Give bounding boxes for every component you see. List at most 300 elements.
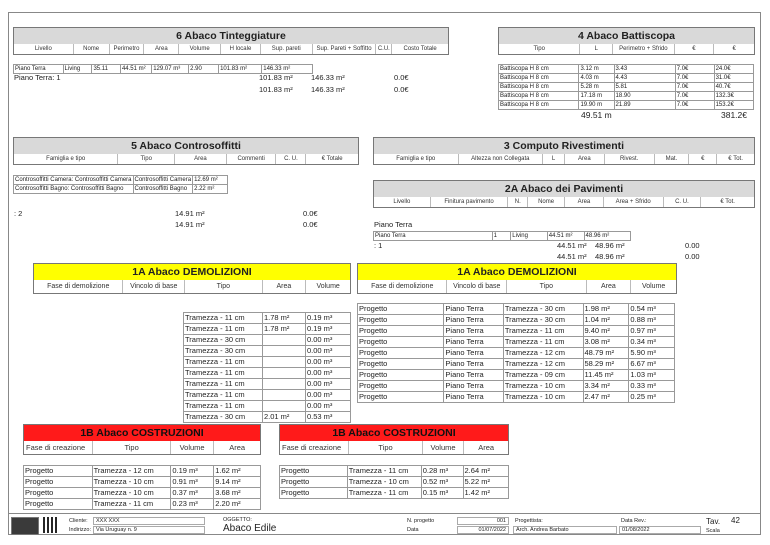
dem2-h-volume: Volume [641, 283, 666, 290]
table-cell: 9.40 m² [583, 326, 629, 337]
contro-h-totale: € Totale [321, 156, 343, 162]
data-label: Data [407, 527, 419, 533]
table-cell: Progetto [358, 381, 444, 392]
dem1-h-fase: Fase di demolizione [34, 280, 123, 293]
table-row [14, 185, 228, 194]
tint-group-label: Piano Terra: 1 [14, 73, 61, 82]
table-row [358, 326, 675, 337]
table-cell: 7.0€ [675, 74, 714, 83]
table-cell: Battiscopa H 8 cm [499, 74, 579, 83]
table-cell: 1.42 m² [463, 488, 508, 499]
table-cell: 0.00 m³ [306, 390, 351, 401]
table-cell: 3.68 m² [214, 488, 261, 499]
table-cell: 7.0€ [675, 83, 714, 92]
batt-h-perimetro: Perimetro + Sfrido [613, 44, 675, 54]
table-cell: Tramezza - 10 cm [347, 477, 421, 488]
table-cell: 19.90 m [579, 101, 614, 110]
table-cell: Living [511, 232, 548, 241]
table-cell: Tramezza - 11 cm [184, 368, 263, 379]
dem2-h-area: Area [587, 280, 632, 293]
table-cell: Battiscopa H 8 cm [499, 92, 579, 101]
table-cell: 0.19 m³ [306, 313, 351, 324]
table-cell: 18.90 [614, 92, 675, 101]
table-cell: 44.51 m² [547, 232, 584, 241]
table-row [358, 304, 675, 315]
table-cell: 0.00 m³ [306, 368, 351, 379]
data-value: 01/07/2022 [457, 526, 509, 534]
cos2-title: 1B Abaco COSTRUZIONI [279, 424, 509, 443]
table-cell: 2.20 m² [214, 499, 261, 510]
table-cell: 21.89 [614, 101, 675, 110]
contro-h-famiglia: Famiglia e tipo [14, 154, 118, 164]
dem2-title: 1A Abaco DEMOLIZIONI [357, 263, 677, 282]
batt-title: 4 Abaco Battiscopa [498, 27, 755, 46]
contro-table [13, 175, 228, 194]
tint-h-livello: Livello [14, 44, 74, 54]
cos1-header [23, 441, 261, 455]
table-row [280, 466, 509, 477]
contro-h-tipo: Tipo [118, 154, 175, 164]
table-cell: Tramezza - 30 cm [184, 335, 263, 346]
table-cell: 17.18 m [579, 92, 614, 101]
table-cell: 0.33 m³ [629, 381, 675, 392]
cos1-h-fase: Fase di creazione [24, 441, 93, 454]
table-cell: 129.07 m³ [152, 65, 189, 74]
contro-h-cu: C. U. [276, 154, 306, 164]
batt-h-eur2: € [732, 46, 736, 52]
cos1-table [23, 465, 261, 510]
indirizzo-label: Indirizzo: [69, 527, 92, 533]
progettista-value: Arch. Andrea Barbato [513, 526, 617, 534]
batt-total-l: 49.51 m [581, 110, 612, 120]
contro-h-commenti: Commenti [227, 154, 277, 164]
table-cell: Tramezza - 10 cm [503, 381, 583, 392]
company-logo [11, 517, 39, 535]
table-cell: Progetto [280, 488, 348, 499]
riv-h-eur: € [689, 154, 717, 164]
table-cell: 0.15 m³ [421, 488, 463, 499]
dem1-h-tipo: Tipo [185, 280, 263, 293]
table-cell: Piano Terra [444, 370, 503, 381]
batt-h-l: L [580, 44, 613, 54]
nprog-label: N. progetto [407, 518, 435, 524]
table-cell: 1.78 m² [263, 313, 306, 324]
table-row [280, 488, 509, 499]
pav-sub2-tot: 0.00 [685, 252, 700, 261]
table-cell: 0.00 m³ [306, 346, 351, 357]
tint-h-area: Area [144, 44, 179, 54]
table-cell: Tramezza - 10 cm [92, 477, 171, 488]
table-cell [263, 335, 306, 346]
table-cell: 48.79 m² [583, 348, 629, 359]
table-cell: 2.90 [189, 65, 219, 74]
pav-header [373, 197, 755, 208]
table-cell: 3.34 m² [583, 381, 629, 392]
table-row [499, 83, 754, 92]
table-cell: Piano Terra [444, 304, 503, 315]
table-cell: Progetto [280, 477, 348, 488]
table-cell: 5.22 m² [463, 477, 508, 488]
table-cell: 12.69 m² [193, 176, 228, 185]
cos1-title: 1B Abaco COSTRUZIONI [23, 424, 261, 443]
batt-table [498, 64, 754, 110]
table-cell: 0.25 m³ [629, 392, 675, 403]
cliente-label: Cliente: [69, 518, 88, 524]
table-cell: Progetto [358, 370, 444, 381]
pav-h-nome: Nome [528, 197, 565, 207]
riv-h-mat: Mat. [655, 154, 690, 164]
table-cell: 0.00 m³ [306, 401, 351, 412]
table-cell: 40.7€ [714, 83, 753, 92]
table-row [184, 335, 351, 346]
riv-title: 3 Computo Rivestimenti [373, 137, 755, 156]
table-cell: 5.28 m [579, 83, 614, 92]
table-cell: 0.00 m³ [306, 379, 351, 390]
pav-count: : 1 [374, 241, 383, 250]
riv-h-l: L [543, 154, 565, 164]
table-cell: Piano Terra [444, 326, 503, 337]
table-cell: 0.37 m³ [171, 488, 214, 499]
pav-sub1-tot: 0.00 [685, 241, 700, 250]
tint-title: 6 Abaco Tinteggiature [13, 27, 449, 46]
contro-sub1-area: 14.91 m² [175, 209, 205, 218]
table-cell [263, 379, 306, 390]
riv-h-rivest: Rivest. [605, 154, 655, 164]
drawing-sheet [8, 12, 761, 535]
riv-h-area: Area [565, 154, 605, 164]
table-cell: 5.90 m³ [629, 348, 675, 359]
table-cell: 24.0€ [714, 65, 753, 74]
table-cell: 3.43 [614, 65, 675, 74]
cos2-h-volume: Volume [423, 441, 465, 454]
dem2-header [357, 280, 677, 294]
dem1-h-vincolo: Vincolo di base [123, 280, 185, 293]
cos2-header [279, 441, 509, 455]
qr-code-icon [43, 517, 59, 533]
table-cell: 2.22 m² [193, 185, 228, 194]
contro-count: : 2 [14, 209, 23, 218]
table-cell: Progetto [24, 477, 93, 488]
batt-total-eur: 381.2€ [721, 110, 747, 120]
table-cell [263, 401, 306, 412]
table-row [280, 477, 509, 488]
table-cell: Progetto [358, 392, 444, 403]
table-cell: Piano Terra [374, 232, 493, 241]
table-row [184, 390, 351, 401]
table-cell: 9.14 m² [214, 477, 261, 488]
cos2-table [279, 465, 509, 499]
table-row [358, 370, 675, 381]
contro-sub2-eur: 0.0€ [303, 220, 318, 229]
pav-h-area-sfrido: Area + Sfrido [604, 197, 664, 207]
pav-h-livello: Livello [374, 197, 431, 207]
tint-sub1-soffitto: 146.33 m² [311, 73, 345, 82]
dem2-h-fase: Fase di demolizione [358, 280, 447, 293]
table-cell: Tramezza - 11 cm [503, 337, 583, 348]
table-cell: Progetto [358, 337, 444, 348]
dem2-h-vincolo: Vincolo di base [447, 280, 507, 293]
table-row [184, 324, 351, 335]
table-cell: Controsoffitti Bagno [133, 185, 193, 194]
table-cell: Progetto [358, 304, 444, 315]
table-cell: 0.88 m³ [629, 315, 675, 326]
contro-sub2-area: 14.91 m² [175, 220, 205, 229]
table-cell: 3.12 m [579, 65, 614, 74]
table-cell: Tramezza - 11 cm [184, 401, 263, 412]
table-cell: 2.64 m² [463, 466, 508, 477]
table-cell: 1.98 m² [583, 304, 629, 315]
table-cell: 0.19 m³ [171, 466, 214, 477]
table-cell: Progetto [358, 326, 444, 337]
table-cell: 0.91 m³ [171, 477, 214, 488]
table-cell: Living [63, 65, 92, 74]
table-row [358, 359, 675, 370]
tint-h-costo: Costo Totale [403, 46, 437, 52]
tint-sub1-costo: 0.0€ [394, 73, 409, 82]
cos2-h-area: Area [478, 443, 495, 452]
table-cell: Tramezza - 30 cm [184, 346, 263, 357]
table-row [24, 477, 261, 488]
tint-h-nome: Nome [74, 44, 110, 54]
table-cell: Tramezza - 12 cm [503, 359, 583, 370]
table-row [358, 337, 675, 348]
table-cell: Controsoffitti Camera [134, 177, 192, 183]
dem1-title: 1A Abaco DEMOLIZIONI [33, 263, 351, 282]
table-cell: Progetto [358, 348, 444, 359]
table-cell [263, 368, 306, 379]
table-cell: 4.03 m [579, 74, 614, 83]
table-row [499, 101, 754, 110]
cos1-h-volume: Volume [171, 441, 215, 454]
table-cell: Piano Terra [444, 392, 503, 403]
table-cell: Battiscopa H 8 cm [499, 65, 579, 74]
table-cell: 11.45 m² [583, 370, 629, 381]
pav-h-n: N. [508, 197, 528, 207]
table-cell: 0.34 m³ [629, 337, 675, 348]
table-cell: Piano Terra [444, 315, 503, 326]
tint-sub2-soffitto: 146.33 m² [311, 85, 345, 94]
table-row [358, 315, 675, 326]
table-cell: Tramezza - 11 cm [92, 499, 171, 510]
table-cell: 2.47 m² [583, 392, 629, 403]
cos2-h-fase: Fase di creazione [280, 441, 349, 454]
table-cell: 0.19 m³ [306, 324, 351, 335]
tint-h-sup-soffitto: Sup. Pareti + Soffitto [313, 44, 377, 54]
table-row [184, 346, 351, 357]
table-cell: Tramezza - 12 cm [92, 466, 171, 477]
table-cell: 1.03 m³ [629, 370, 675, 381]
tint-h-hlocale: H locale [221, 44, 261, 54]
table-cell: Tramezza - 12 cm [503, 348, 583, 359]
pav-group: Piano Terra [374, 220, 413, 229]
table-cell: 0.53 m³ [306, 412, 351, 423]
table-row [24, 488, 261, 499]
contro-title: 5 Abaco Controsoffitti [13, 137, 359, 156]
table-cell: 101.83 m² [219, 65, 262, 74]
title-block [9, 513, 760, 536]
table-cell: 44.51 m² [120, 65, 151, 74]
table-cell: 0.00 m³ [306, 335, 351, 346]
indirizzo-value: Via Uruguay n. 9 [93, 526, 205, 534]
dem1-header [33, 280, 351, 294]
pav-h-finitura: Finitura pavimento [431, 197, 509, 207]
table-cell: Tramezza - 30 cm [184, 412, 263, 423]
table-cell: 6.67 m³ [629, 359, 675, 370]
table-cell: 132.3€ [714, 92, 753, 101]
table-row [184, 313, 351, 324]
table-cell: 0.52 m³ [421, 477, 463, 488]
table-cell: Progetto [358, 359, 444, 370]
table-row [184, 401, 351, 412]
contro-header [13, 154, 359, 165]
table-row [374, 232, 631, 241]
scala-label: Scala [706, 528, 720, 534]
rev-label: Data Rev.: [621, 518, 647, 524]
table-row [24, 499, 261, 510]
table-cell: Piano Terra [444, 381, 503, 392]
tint-h-perimetro: Perimetro [110, 44, 145, 54]
table-cell: Piano Terra [444, 337, 503, 348]
tint-h-sup-pareti: Sup. pareti [261, 44, 313, 54]
table-cell [263, 346, 306, 357]
pav-h-area: Area [565, 197, 604, 207]
table-cell: Tramezza - 30 cm [503, 304, 583, 315]
dem2-table [357, 303, 675, 403]
table-cell: Tramezza - 11 cm [503, 326, 583, 337]
tav-value: 42 [731, 516, 740, 525]
table-cell: 0.54 m³ [629, 304, 675, 315]
pav-table [373, 231, 631, 241]
nprog-value: 001 [457, 517, 509, 525]
table-cell: Progetto [24, 499, 93, 510]
batt-header [498, 44, 755, 55]
contro-h-area: Area [175, 154, 227, 164]
table-cell: Tramezza - 11 cm [184, 324, 263, 335]
table-cell: 1.78 m² [263, 324, 306, 335]
table-cell: Tramezza - 10 cm [503, 392, 583, 403]
table-cell: Piano Terra [14, 65, 64, 74]
table-row [499, 74, 754, 83]
dem1-h-area: Area [263, 280, 307, 293]
table-cell: 48.96 m² [584, 232, 630, 241]
table-cell: Tramezza - 10 cm [92, 488, 171, 499]
table-cell: 31.0€ [714, 74, 753, 83]
table-cell: Tramezza - 11 cm [184, 379, 263, 390]
cos1-h-area: Area [229, 443, 246, 452]
table-cell: 2.01 m² [263, 412, 306, 423]
table-cell [263, 357, 306, 368]
table-row [184, 412, 351, 423]
table-cell: Battiscopa H 8 cm [499, 83, 579, 92]
table-row [358, 381, 675, 392]
table-cell: Tramezza - 11 cm [184, 390, 263, 401]
table-cell: Tramezza - 09 cm [503, 370, 583, 381]
table-row [24, 466, 261, 477]
table-cell: 146.33 m² [262, 65, 313, 74]
table-cell: 0.97 m³ [629, 326, 675, 337]
table-cell [263, 390, 306, 401]
pav-sub1-area: 44.51 m² [557, 241, 587, 250]
tint-h-cu: C.U. [376, 44, 392, 54]
contro-sub1-eur: 0.0€ [303, 209, 318, 218]
cliente-value: XXX XXX [93, 517, 205, 525]
tint-header [13, 44, 449, 55]
table-cell: 7.0€ [675, 101, 714, 110]
table-cell: 3.08 m² [583, 337, 629, 348]
rev-value: 01/08/2022 [619, 526, 701, 534]
tint-sub2-pareti: 101.83 m² [259, 85, 293, 94]
pav-h-cu: C. U. [664, 197, 702, 207]
table-row [184, 379, 351, 390]
table-row [358, 348, 675, 359]
table-cell: Tramezza - 11 cm [184, 313, 263, 324]
table-cell: Progetto [280, 466, 348, 477]
table-cell: 0.28 m³ [421, 466, 463, 477]
table-cell: 4.43 [614, 74, 675, 83]
table-cell: 58.29 m² [583, 359, 629, 370]
table-row [499, 65, 754, 74]
table-cell: 1.04 m² [583, 315, 629, 326]
dem1-table [183, 312, 351, 423]
table-cell: 1.62 m² [214, 466, 261, 477]
table-cell: 7.0€ [675, 92, 714, 101]
table-row [14, 176, 228, 185]
table-cell: 0.00 m³ [306, 357, 351, 368]
oggetto-value: Abaco Edile [223, 523, 277, 534]
table-cell: 1 [492, 232, 511, 241]
table-cell: 0.23 m³ [171, 499, 214, 510]
table-cell: Progetto [358, 315, 444, 326]
batt-h-eur: € [675, 44, 715, 54]
table-row [499, 92, 754, 101]
dem2-h-tipo: Tipo [507, 280, 587, 293]
table-cell: Piano Terra [444, 359, 503, 370]
tav-label: Tav. [706, 517, 721, 526]
riv-h-altezza: Altezza non Collegata [459, 154, 544, 164]
dem1-h-volume: Volume [316, 283, 340, 290]
oggetto-label: OGGETTO: [223, 517, 252, 523]
pav-sub1-sfrido: 48.96 m² [595, 241, 625, 250]
progettista-label: Progettista: [515, 518, 543, 524]
table-cell: Piano Terra [444, 348, 503, 359]
pav-h-tot: € Tot. [720, 199, 735, 205]
tint-h-volume: Volume [179, 44, 221, 54]
table-cell: 35.11 [92, 65, 121, 74]
table-cell: Battiscopa H 8 cm [499, 101, 579, 110]
table-cell: Controsoffitti Bagno: Controsoffitti Bagno [14, 185, 134, 194]
riv-h-famiglia: Famiglia e tipo [374, 154, 459, 164]
table-row [184, 357, 351, 368]
tint-sub2-costo: 0.0€ [394, 85, 409, 94]
table-row [184, 368, 351, 379]
pav-sub2-sfrido: 48.96 m² [595, 252, 625, 261]
table-cell: Tramezza - 11 cm [184, 357, 263, 368]
pav-title: 2A Abaco dei Pavimenti [373, 180, 755, 199]
batt-h-tipo: Tipo [499, 44, 580, 54]
table-cell: Controsoffitti Camera: Controsoffitti Camera [15, 177, 132, 183]
table-row [358, 392, 675, 403]
table-cell: 7.0€ [675, 65, 714, 74]
pav-sub2-area: 44.51 m² [557, 252, 587, 261]
table-cell: Progetto [24, 488, 93, 499]
riv-h-tot: € Tot. [728, 156, 743, 162]
table-cell: 5.81 [614, 83, 675, 92]
riv-header [373, 154, 755, 165]
table-cell: Progetto [24, 466, 93, 477]
table-cell: 153.2€ [714, 101, 753, 110]
tint-sub1-pareti: 101.83 m² [259, 73, 293, 82]
table-cell: Tramezza - 11 cm [347, 488, 421, 499]
